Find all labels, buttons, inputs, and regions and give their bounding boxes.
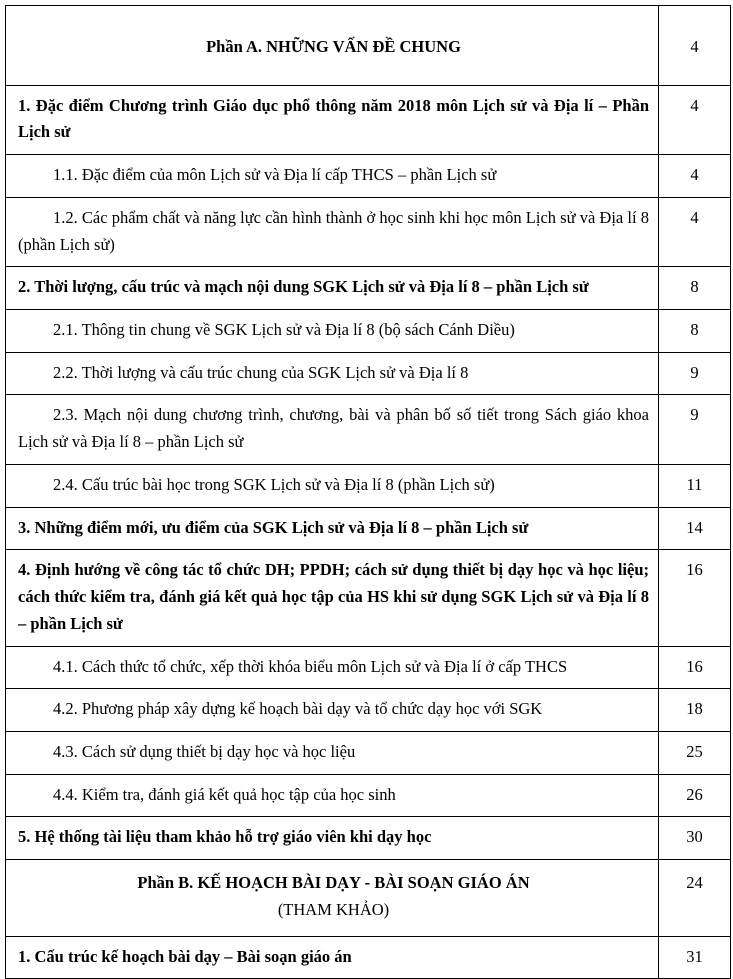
toc-entry-title: 4.1. Cách thức tổ chức, xếp thời khóa biểu môn Lịch sử và Địa lí ở cấp THCS	[53, 656, 568, 676]
toc-entry-page-number: 18	[686, 699, 703, 719]
table-row	[6, 731, 731, 774]
toc-entry-title: 1.1. Đặc điểm của môn Lịch sử và Địa lí cấp THCS – phần Lịch sử	[53, 165, 497, 185]
toc-entry-title: 5. Hệ thống tài liệu tham khảo hỗ trợ giáo viên khi dạy học	[18, 827, 432, 847]
table-row	[6, 860, 731, 936]
toc-entry-title: 2.3. Mạch nội dung chương trình, chương, bài và phân bố số tiết trong Sách giáo khoa Lịch sử và Địa lí 8 – phần Lịch sử	[18, 405, 649, 452]
toc-entry-page-number: 8	[690, 277, 699, 297]
table-row	[6, 936, 731, 979]
toc-entry-title: 2.1. Thông tin chung về SGK Lịch sử và Địa lí 8 (bộ sách Cánh Diều)	[53, 320, 515, 340]
toc-entry-page-number: 31	[686, 946, 703, 966]
toc-entry-title: 1. Cấu trúc kế hoạch bài dạy – Bài soạn giáo án	[18, 946, 352, 966]
toc-entry-page-number: 25	[686, 741, 703, 761]
toc-entry-title: 2.4. Cấu trúc bài học trong SGK Lịch sử và Địa lí 8 (phần Lịch sử)	[53, 474, 495, 494]
toc-entry-page-number: 8	[690, 320, 699, 340]
table-row	[6, 464, 731, 507]
toc-entry-page-number: 16	[686, 560, 703, 580]
table-row	[6, 550, 731, 646]
toc-entry-page-number: 9	[690, 362, 699, 382]
toc-entry-title: 1. Đặc điểm Chương trình Giáo dục phổ thông năm 2018 môn Lịch sử và Địa lí – Phần Lịch sử	[18, 95, 649, 142]
toc-entry-page-number: 24	[686, 873, 703, 893]
table-row	[6, 267, 731, 310]
table-row	[6, 646, 731, 689]
toc-entry-page-number: 30	[686, 827, 703, 847]
table-row	[6, 155, 731, 198]
table-of-contents	[5, 5, 731, 979]
table-row	[6, 507, 731, 550]
toc-entry-title: 3. Những điểm mới, ưu điểm của SGK Lịch sử và Địa lí 8 – phần Lịch sử	[18, 517, 529, 537]
toc-entry-page-number: 4	[690, 37, 699, 56]
toc-entry-page-number: 16	[686, 656, 703, 676]
toc-entry-page-number: 11	[686, 474, 703, 494]
table-row	[6, 310, 731, 353]
toc-entry-title: 2.2. Thời lượng và cấu trúc chung của SGK Lịch sử và Địa lí 8	[53, 362, 469, 382]
toc-entry-page-number: 9	[690, 405, 699, 425]
toc-entry-page-number: 4	[690, 165, 699, 185]
toc-entry-page-number: 4	[690, 207, 699, 227]
toc-entry-title: 1.2. Các phẩm chất và năng lực cần hình thành ở học sinh khi học môn Lịch sử và Địa lí 8 (phần Lịch sử)	[18, 207, 649, 254]
toc-entry-subtitle: (THAM KHẢO)	[277, 899, 390, 919]
toc-entry-title-main: Phần B. KẾ HOẠCH BÀI DẠY - BÀI SOẠN GIÁO ÁN	[137, 873, 530, 893]
toc-entry-title	[6, 860, 658, 935]
table-row	[6, 689, 731, 732]
toc-entry-title: 4.2. Phương pháp xây dựng kế hoạch bài dạy và tổ chức dạy học với SGK	[53, 699, 543, 719]
toc-entry-title: Phần A. NHỮNG VẤN ĐỀ CHUNG	[206, 37, 461, 56]
toc-entry-page-number: 4	[690, 95, 699, 115]
table-row	[6, 352, 731, 395]
table-row	[6, 774, 731, 817]
toc-entry-title: 2. Thời lượng, cấu trúc và mạch nội dung SGK Lịch sử và Địa lí 8 – phần Lịch sử	[18, 277, 589, 297]
toc-entry-title: 4.4. Kiểm tra, đánh giá kết quả học tập của học sinh	[53, 784, 396, 804]
toc-entry-page-number: 14	[686, 517, 703, 537]
table-row	[6, 395, 731, 464]
table-row	[6, 85, 731, 154]
toc-entry-title: 4. Định hướng về công tác tổ chức DH; PPDH; cách sử dụng thiết bị dạy học và học liệu; cách thức kiểm tra, đánh giá kết quả học tập của HS khi sử dụng SGK Lịch sử và Địa lí 8 – phần Lịch sử	[18, 560, 649, 633]
toc-body	[6, 6, 731, 979]
table-row	[6, 817, 731, 860]
toc-entry-page-number: 26	[686, 784, 703, 804]
table-row	[6, 197, 731, 266]
toc-entry-title: 4.3. Cách sử dụng thiết bị dạy học và học liệu	[53, 741, 356, 761]
table-row	[6, 6, 731, 86]
